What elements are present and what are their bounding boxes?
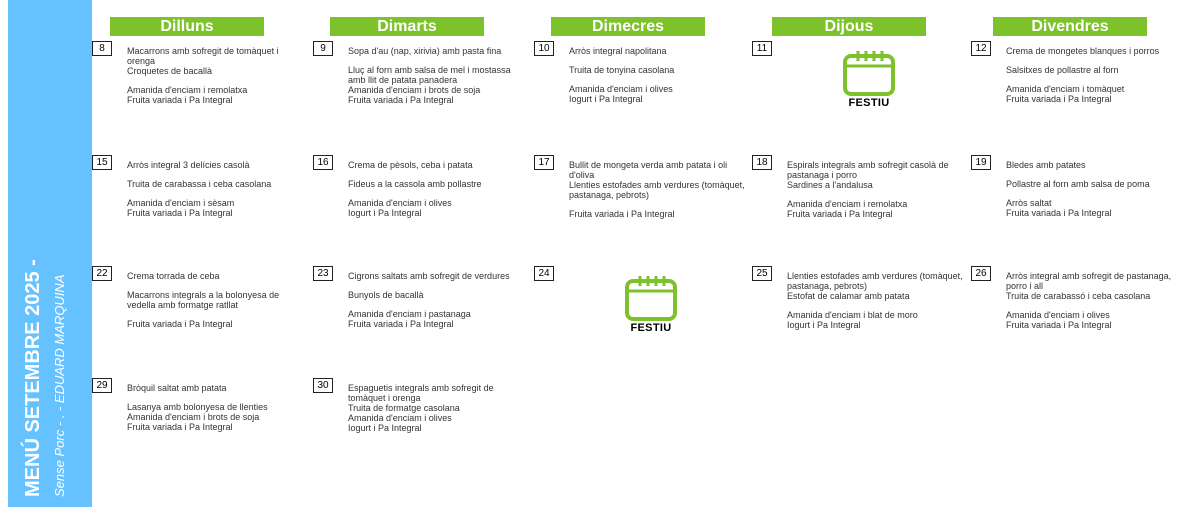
holiday-label: FESTIU (848, 97, 890, 109)
date-box: 25 (752, 266, 772, 281)
date-box: 19 (971, 155, 991, 170)
menu-subtitle: Sense Porc - . - EDUARD MARQUINA (52, 274, 67, 497)
dish-list (1006, 155, 1183, 227)
dish-group: Amanida d'enciam i sèsam Fruita variada i Pa Integral (127, 198, 235, 218)
dish-group: Bullit de mongeta verda amb patata i oli d'oliva Llenties estofades amb verdures (tomàquet, pastanaga, pebrots) (569, 160, 745, 200)
day-header-tuesday: Dimarts (330, 17, 484, 36)
dish-group: Crema torrada de ceba (127, 271, 220, 281)
date-box: 16 (313, 155, 333, 170)
dish-list (569, 155, 746, 228)
dish-group: Truita de tonyina casolana (569, 65, 675, 75)
sidebar (8, 0, 92, 507)
dish-group: Arròs integral amb sofregit de pastanaga, porro i all Truita de carabassó i ceba casolana (1006, 271, 1172, 301)
dish-group: Crema de mongetes blanques i porros (1006, 46, 1160, 56)
date-box: 29 (92, 378, 112, 393)
date-box: 18 (752, 155, 772, 170)
date-box: 30 (313, 378, 333, 393)
date-box: 17 (534, 155, 554, 170)
dish-list (787, 266, 964, 339)
dish-group: Bunyols de bacallà (348, 290, 424, 300)
dish-group: Bledes amb patates (1006, 160, 1086, 170)
dish-list (348, 378, 525, 442)
dish-group: Arròs saltat Fruita variada i Pa Integral (1006, 198, 1112, 218)
date-box: 23 (313, 266, 333, 281)
date-box: 10 (534, 41, 554, 56)
dish-group: Fruita variada i Pa Integral (569, 209, 675, 219)
day-header-friday: Divendres (993, 17, 1147, 36)
dish-group: Crema de pèsols, ceba i patata (348, 160, 473, 170)
dish-group: Cigrons saltats amb sofregit de verdures (348, 271, 510, 281)
dish-group: Salsitxes de pollastre al forn (1006, 65, 1119, 75)
dish-list (127, 378, 304, 441)
dish-group: Amanida d'enciam i olives Iogurt i Pa Integral (348, 198, 452, 218)
dish-group: Fideus a la cassola amb pollastre (348, 179, 482, 189)
dish-group: Amanida d'enciam i tomàquet Fruita variada i Pa Integral (1006, 84, 1125, 104)
dish-group: Amanida d'enciam i olives Iogurt i Pa Integral (569, 84, 673, 104)
dish-group: Espaguetis integrals amb sofregit de tomàquet i orenga Truita de formatge casolana Amanida d'enciam i olives Iogurt i Pa Integral (348, 383, 494, 433)
calendar-icon (621, 273, 681, 323)
dish-group: Amanida d'enciam i blat de moro Iogurt i Pa Integral (787, 310, 918, 330)
dish-group: Pollastre al forn amb salsa de poma (1006, 179, 1150, 189)
date-box: 26 (971, 266, 991, 281)
dish-list (127, 41, 304, 114)
day-header-monday: Dilluns (110, 17, 264, 36)
dish-list (127, 155, 304, 227)
date-box: 22 (92, 266, 112, 281)
holiday-badge (619, 273, 683, 345)
dish-group: Macarrons amb sofregit de tomàquet i orenga Croquetes de bacallà (127, 46, 279, 76)
dish-list (127, 266, 304, 338)
dish-group: Llenties estofades amb verdures (tomàquet, pastanaga, pebrots) Estofat de calamar amb patata (787, 271, 963, 301)
dish-group: Lasanya amb bolonyesa de llenties Amanida d'enciam i brots de soja Fruita variada i Pa Integral (127, 402, 268, 432)
dish-group: Sopa d'au (nap, xirivia) amb pasta fina (348, 46, 502, 56)
dish-group: Amanida d'enciam i pastanaga Fruita variada i Pa Integral (348, 309, 471, 329)
date-box: 12 (971, 41, 991, 56)
holiday-label: FESTIU (630, 322, 672, 334)
dish-group: Fruita variada i Pa Integral (127, 319, 233, 329)
dish-list (348, 155, 525, 227)
dish-group: Amanida d'enciam i remolatxa Fruita variada i Pa Integral (787, 199, 908, 219)
dish-group: Macarrons integrals a la bolonyesa de vedella amb formatge ratllat (127, 290, 280, 310)
dish-group: Arròs integral 3 delícies casolà (127, 160, 250, 170)
dish-list (569, 41, 746, 113)
dish-list (1006, 266, 1183, 339)
dish-list (348, 41, 525, 114)
holiday-badge (837, 48, 901, 120)
menu-title: MENÚ SETEMBRE 2025 - (22, 259, 44, 497)
date-box: 11 (752, 41, 772, 56)
dish-group: Bròquil saltat amb patata (127, 383, 227, 393)
dish-group: Lluç al forn amb salsa de mel i mostassa amb llit de patata panadera Amanida d'enciam i brots de soja Fruita variada i Pa Integral (348, 65, 511, 105)
dish-group: Amanida d'enciam i remolatxa Fruita variada i Pa Integral (127, 85, 248, 105)
date-box: 24 (534, 266, 554, 281)
day-header-thursday: Dijous (772, 17, 926, 36)
date-box: 15 (92, 155, 112, 170)
dish-group: Truita de carabassa i ceba casolana (127, 179, 272, 189)
date-box: 9 (313, 41, 333, 56)
calendar-icon (839, 48, 899, 98)
date-box: 8 (92, 41, 112, 56)
dish-group: Amanida d'enciam i olives Fruita variada i Pa Integral (1006, 310, 1112, 330)
day-header-wednesday: Dimecres (551, 17, 705, 36)
dish-group: Espirals integrals amb sofregit casolà de pastanaga i porro Sardines a l'andalusa (787, 160, 949, 190)
dish-list (787, 155, 964, 228)
dish-group: Arròs integral napolitana (569, 46, 667, 56)
dish-list (348, 266, 525, 338)
dish-list (1006, 41, 1183, 113)
